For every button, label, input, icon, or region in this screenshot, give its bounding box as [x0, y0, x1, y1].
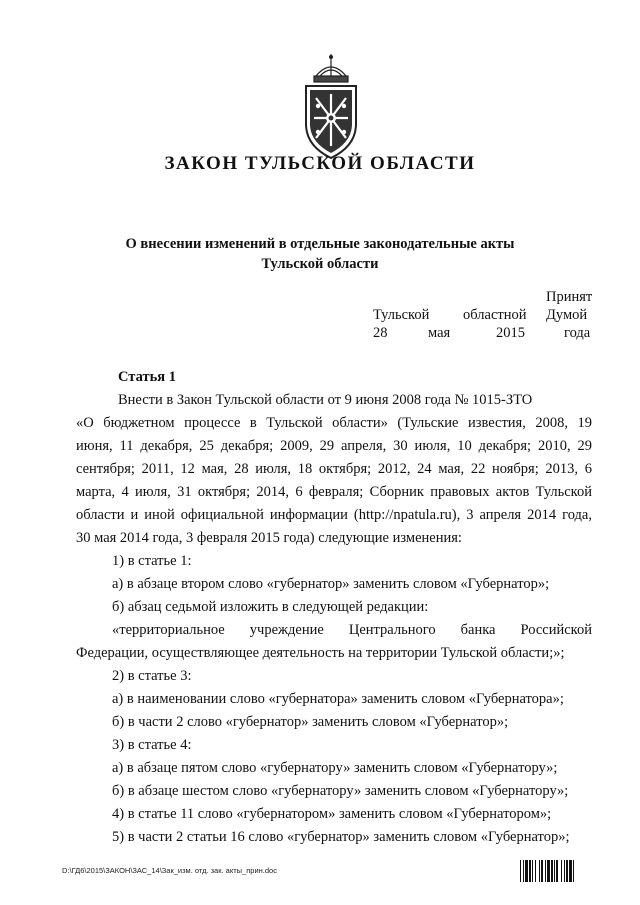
subtitle-line-1: О внесении изменений в отдельные законодательные акты [125, 236, 515, 252]
adopted-word: Принят [546, 289, 593, 305]
amendment-item: б) абзац седьмой изложить в следующей редакции: [112, 599, 429, 615]
intro-line: «О бюджетном процессе в Тульской области» (Тульские известия, 2008, 19 [76, 415, 592, 431]
amendment-item: Федерации, осуществляющее деятельность на территории Тульской области;»; [76, 645, 565, 661]
amendment-item: 3) в статье 4: [112, 737, 192, 753]
barcode-image [520, 860, 612, 882]
coat-of-arms-emblem [298, 54, 364, 162]
adopted-tula: Тульской [373, 307, 430, 323]
amendment-item: «территориальное учреждение Центрального банка Российской [112, 622, 592, 638]
intro-line: области и иной официальной информации (http://npatula.ru), 3 апреля 2014 года, [76, 507, 592, 523]
amendment-item: 5) в части 2 статьи 16 слово «губернатор» заменить словом «Губернатор»; [112, 829, 570, 845]
amendment-item: 2) в статье 3: [112, 668, 192, 684]
amendment-item: а) в абзаце пятом слово «губернатору» заменить словом «Губернатору»; [112, 760, 558, 776]
amendment-item: б) в части 2 слово «губернатор» заменить словом «Губернатор»; [112, 714, 509, 730]
amendment-item: 4) в статье 11 слово «губернатором» заменить словом «Губернатором»; [112, 806, 552, 822]
intro-line: июня, 11 декабря, 25 декабря; 2009, 29 апреля, 30 июля, 10 декабря; 2010, 29 [76, 438, 592, 454]
adopted-oblast: областной [463, 307, 527, 323]
adopted-day: 28 [373, 325, 388, 341]
intro-line: марта, 4 июля, 31 октября; 2014, 6 февраля; Сборник правовых актов Тульской [76, 484, 592, 500]
adopted-goda: года [564, 325, 591, 341]
adopted-month: мая [428, 325, 451, 341]
intro-line: 30 мая 2014 года, 3 февраля 2015 года) следующие изменения: [76, 530, 462, 546]
amendment-item: а) в абзаце втором слово «губернатор» заменить словом «Губернатор»; [112, 576, 550, 592]
subtitle-line-2: Тульской области [261, 256, 379, 272]
article-heading: Статья 1 [118, 369, 176, 385]
intro-line: сентября; 2011, 12 мая, 28 июля, 18 октября; 2012, 24 мая, 22 ноября; 2013, 6 [76, 461, 592, 477]
intro-line: Внести в Закон Тульской области от 9 июня 2008 года № 1015-ЗТО [118, 392, 533, 408]
adopted-year: 2015 [496, 325, 525, 341]
amendment-item: а) в наименовании слово «губернатора» заменить словом «Губернатора»; [112, 691, 564, 707]
footer-file-path: D:\ГД6\2015\ЗАКОН\ЗАС_14\Зак_изм. отд. зак. акты_прин.doc [62, 866, 277, 875]
adopted-duma: Думой [546, 307, 588, 323]
amendment-item: 1) в статье 1: [112, 553, 192, 569]
law-title: ЗАКОН ТУЛЬСКОЙ ОБЛАСТИ [164, 153, 476, 174]
amendment-item: б) в абзаце шестом слово «губернатору» заменить словом «Губернатору»; [112, 783, 569, 799]
